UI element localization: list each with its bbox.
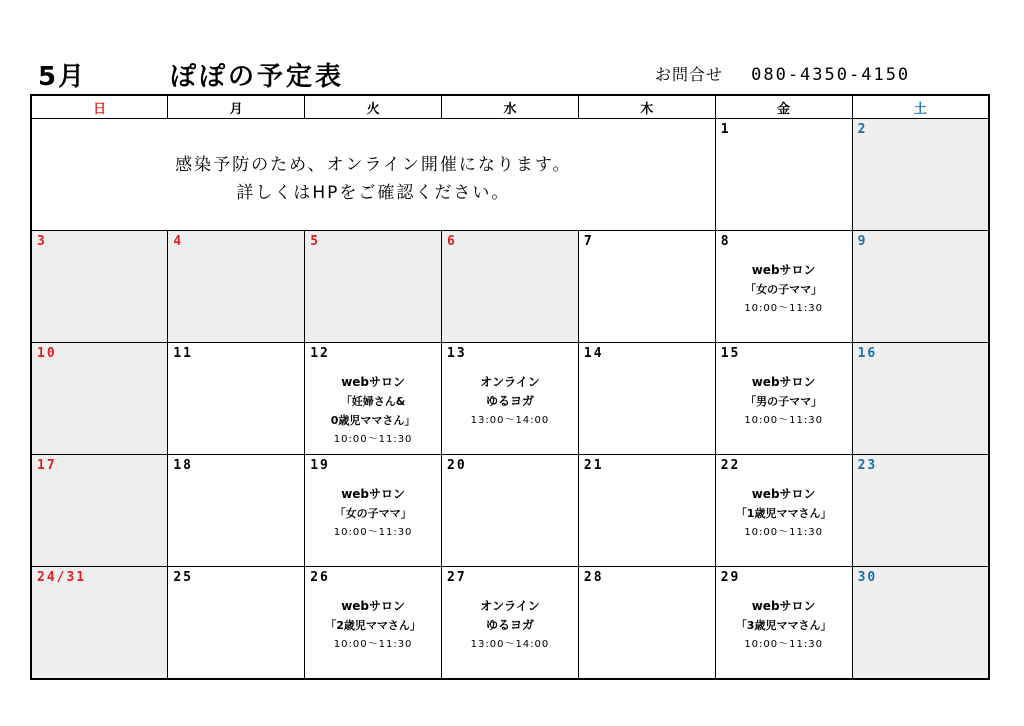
event-title: オンライン: [480, 599, 540, 613]
day-cell[interactable]: [31, 343, 168, 455]
day-cell[interactable]: [442, 231, 579, 343]
event-entry[interactable]: [716, 373, 852, 430]
event-subtitle: 「女の子ママ」: [334, 507, 412, 520]
day-number: 17: [37, 458, 57, 473]
day-cell[interactable]: [31, 567, 168, 680]
event-time: 10:00〜11:30: [744, 303, 823, 314]
weekday-mon: 月: [168, 95, 305, 119]
day-number: 18: [173, 458, 193, 473]
event-subtitle: 「男の子ママ」: [745, 395, 823, 408]
day-cell[interactable]: [715, 343, 852, 455]
day-number: 16: [857, 346, 878, 361]
day-number: 14: [583, 346, 604, 361]
event-time: 10:00〜11:30: [744, 527, 823, 538]
calendar-grid: [30, 94, 990, 680]
day-number: 15: [720, 346, 741, 361]
contact-label: お問合せ: [655, 65, 724, 84]
event-time: 10:00〜11:30: [744, 639, 823, 650]
week-row: [31, 231, 989, 343]
day-number: 5: [310, 234, 321, 249]
event-time: 10:00〜11:30: [333, 434, 413, 445]
event-time: 10:00〜11:30: [744, 415, 823, 426]
week-row: [31, 567, 989, 680]
day-cell[interactable]: [31, 231, 168, 343]
event-title: webサロン: [341, 599, 406, 613]
day-number: 22: [720, 458, 741, 473]
weekday-thu: 木: [578, 95, 715, 119]
day-number: 11: [173, 346, 193, 361]
day-number: 2: [857, 122, 868, 137]
day-number: 24/31: [37, 570, 87, 585]
day-cell[interactable]: [578, 343, 715, 455]
event-title: オンライン: [480, 375, 540, 389]
day-number: 21: [583, 458, 604, 473]
event-entry[interactable]: [305, 597, 441, 654]
month-label: 5月: [38, 62, 87, 92]
day-cell[interactable]: [852, 455, 989, 567]
weekday-tue: 火: [305, 95, 442, 119]
weekday-sun: 日: [31, 95, 168, 119]
weekday-wed: 水: [442, 95, 579, 119]
week-row: [31, 455, 989, 567]
event-entry[interactable]: [442, 597, 578, 654]
day-number: 20: [447, 458, 467, 473]
page-title: ぽぽの予定表: [170, 62, 345, 92]
event-title: webサロン: [751, 487, 816, 501]
day-cell[interactable]: [305, 567, 442, 680]
contact-info: [655, 62, 910, 85]
day-cell[interactable]: [578, 567, 715, 680]
day-cell[interactable]: [578, 455, 715, 567]
day-cell[interactable]: [168, 455, 305, 567]
day-cell[interactable]: [168, 343, 305, 455]
day-cell[interactable]: [715, 567, 852, 680]
day-cell[interactable]: [31, 455, 168, 567]
event-subtitle: 「3歳児ママさん」: [735, 619, 832, 632]
day-number: 28: [583, 570, 604, 585]
event-entry[interactable]: [716, 261, 852, 318]
day-cell[interactable]: [305, 231, 442, 343]
day-number: 30: [857, 570, 878, 585]
day-number: 7: [583, 234, 594, 249]
event-subtitle: ゆるヨガ: [485, 394, 534, 408]
day-cell[interactable]: [852, 119, 989, 231]
notice-line-2: 詳しくはHPをご確認ください。: [236, 183, 511, 203]
notice-text: [32, 119, 715, 207]
event-title: webサロン: [751, 263, 816, 277]
week-row: [31, 343, 989, 455]
event-entry[interactable]: [442, 373, 578, 430]
day-number: 3: [37, 234, 47, 249]
day-number: 19: [310, 458, 330, 473]
event-title: webサロン: [341, 487, 406, 501]
event-entry[interactable]: [305, 373, 441, 449]
day-number: 6: [447, 234, 457, 249]
day-cell[interactable]: [715, 455, 852, 567]
event-subtitle: 「妊婦さん&: [340, 395, 406, 408]
day-cell[interactable]: [852, 231, 989, 343]
event-time: 10:00〜11:30: [333, 639, 413, 650]
day-cell[interactable]: [168, 567, 305, 680]
event-entry[interactable]: [716, 485, 852, 542]
day-cell[interactable]: [442, 343, 579, 455]
day-number: 29: [720, 570, 741, 585]
day-number: 25: [173, 570, 193, 585]
notice-cell: [31, 119, 715, 231]
day-cell[interactable]: [715, 231, 852, 343]
weekday-fri: 金: [715, 95, 852, 119]
day-number: 12: [310, 346, 330, 361]
day-cell[interactable]: [852, 567, 989, 680]
event-subtitle: 「2歳児ママさん」: [325, 619, 421, 632]
contact-phone[interactable]: 080-4350-4150: [751, 65, 911, 85]
day-cell[interactable]: [852, 343, 989, 455]
day-number: 1: [720, 122, 731, 137]
day-number: 13: [447, 346, 467, 361]
day-number: 27: [447, 570, 467, 585]
notice-line-1: 感染予防のため、オンライン開催になります。: [175, 155, 572, 175]
day-cell[interactable]: [578, 231, 715, 343]
day-cell[interactable]: [168, 231, 305, 343]
event-title: webサロン: [751, 375, 816, 389]
event-subtitle: 「女の子ママ」: [745, 283, 823, 296]
day-cell[interactable]: [442, 455, 579, 567]
event-title: webサロン: [751, 599, 816, 613]
event-subtitle: 「1歳児ママさん」: [735, 507, 832, 520]
calendar-header: [0, 0, 1024, 94]
day-number: 23: [857, 458, 878, 473]
event-title: webサロン: [341, 375, 406, 389]
day-number: 4: [173, 234, 184, 249]
event-subtitle: 0歳児ママさん」: [330, 414, 416, 427]
day-number: 26: [310, 570, 330, 585]
day-number: 9: [857, 234, 868, 249]
day-number: 8: [720, 234, 731, 249]
event-time: 13:00〜14:00: [470, 639, 550, 650]
day-cell[interactable]: [305, 343, 442, 455]
event-subtitle: ゆるヨガ: [485, 618, 534, 632]
day-cell[interactable]: [442, 567, 579, 680]
weekday-sat: 土: [852, 95, 989, 119]
weekday-header-row: [31, 95, 989, 119]
day-cell[interactable]: [305, 455, 442, 567]
day-cell[interactable]: [715, 119, 852, 231]
event-entry[interactable]: [305, 485, 441, 542]
week-row: [31, 119, 989, 231]
event-entry[interactable]: [716, 597, 852, 654]
event-time: 13:00〜14:00: [470, 415, 550, 426]
day-number: 10: [37, 346, 57, 361]
event-time: 10:00〜11:30: [333, 527, 413, 538]
